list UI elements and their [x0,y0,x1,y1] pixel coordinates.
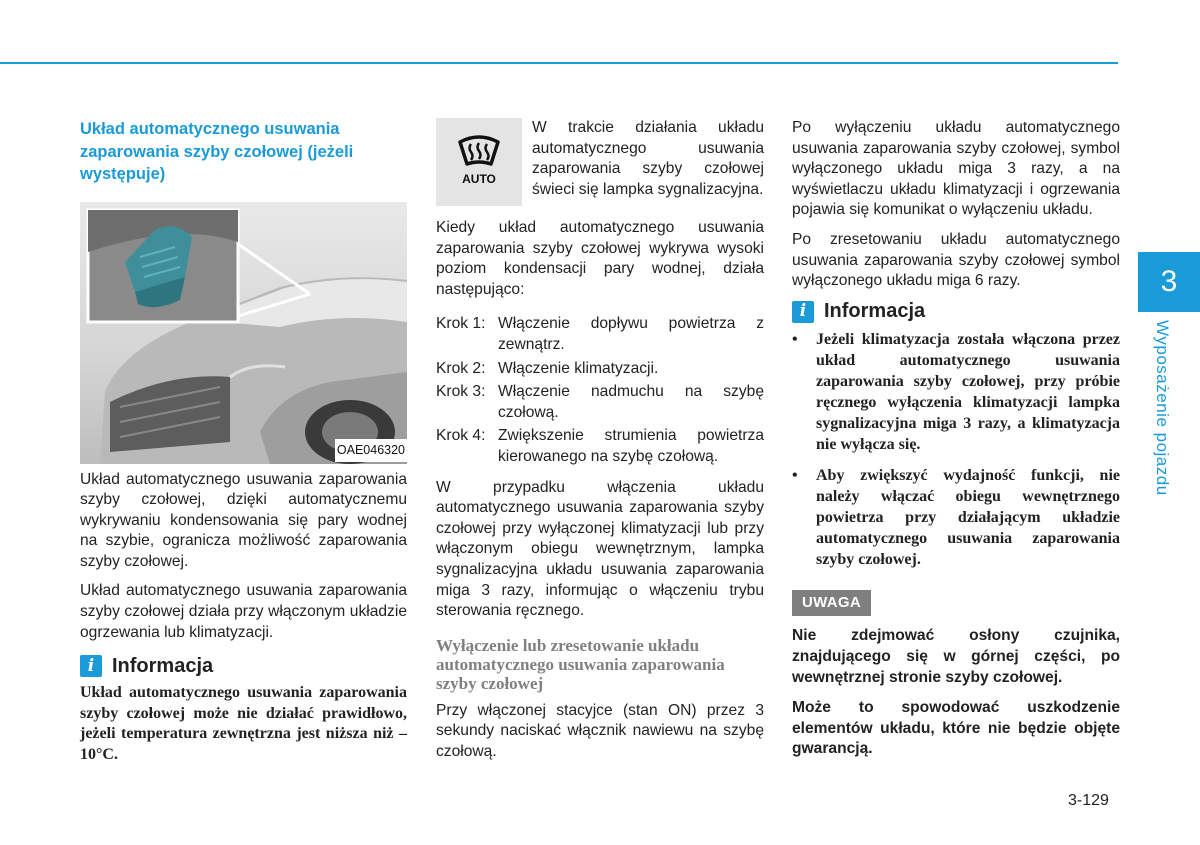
column-1 [80,118,407,765]
step-label: Krok 1: [436,315,486,333]
chapter-title [1148,320,1178,510]
step-label: Krok 4: [436,427,486,445]
info-header [80,655,407,677]
steps-list [436,314,764,467]
body-paragraph: Przy włączonej stacyjce (stan ON) przez 3 sekundy naciskać włącznik nawiewu na szybę czołową. [436,701,764,760]
step-label: Krok 3: [436,383,486,401]
auto-label: AUTO [462,172,496,187]
info-header [792,301,1120,323]
body-paragraph: Po wyłączeniu układu automatycznego usuwania zaparowania szyby czołowej, symbol wyłączonego układu miga 3 razy, a na wyświetlaczu układu klimatyzacji i ogrzewania pojawia się komunikat o wyłączeniu układu. [792,119,1120,219]
auto-description: W trakcie działania układu automatycznego usuwania zaparowania szyby czołowej świeci się lampka sygnalizacyjna. [532,119,764,198]
bullet-marker: • [792,330,798,348]
warning-text: Może to spowodować uszkodzenie elementów układu, które nie będzie objęte gwarancją. [792,699,1120,758]
step-item [436,314,764,355]
info-title: Informacja [112,654,214,677]
image-code: OAE046320 [335,439,407,462]
windshield-sensor-photo [80,202,407,464]
step-item [436,426,764,467]
body-paragraph: Po zresetowaniu układu automatycznego usuwania zaparowania szyby czołowej symbol wyłączonego układu miga 6 razy. [792,230,1120,290]
chapter-number-tab: 3 [1138,252,1200,312]
step-text: Włączenie dopływu powietrza z zewnątrz. [498,315,764,353]
list-item [792,465,1120,570]
windshield-defrost-icon [456,134,502,168]
bullet-marker: • [792,466,798,484]
auto-indicator-row [436,118,764,206]
info-title: Informacja [824,300,926,323]
step-text: Zwiększenie strumienia powietrza kierowanego na szybę czołową. [498,427,764,465]
list-item [792,329,1120,455]
bullet-text: Aby zwiększyć wydajność funkcji, nie należy włączać obiegu wewnętrznego powietrza przy działającym układzie automatycznego usuwania zaparowania szyby czołowej. [816,466,1120,568]
warning-badge: UWAGA [792,590,871,617]
body-paragraph: Układ automatycznego usuwania zaparowania szyby czołowej działa przy włączonym układzie ogrzewania lub klimatyzacji. [80,582,407,641]
column-3 [792,118,1120,770]
chapter-title-text: Wyposażenie pojazdu [1153,320,1172,496]
info-text: Układ automatycznego usuwania zaparowania szyby czołowej może nie działać prawidłowo, jeżeli temperatura zewnętrzna jest niższa niż –10°C. [80,684,407,763]
body-paragraph: Układ automatycznego usuwania zaparowania szyby czołowej, dzięki automatycznemu wykrywaniu kondensowania się pary wodnej na szybie, ogranicza możliwość zaparowania szyby czołowej. [80,470,407,570]
body-paragraph: W przypadku włączenia układu automatycznego usuwania zaparowania szyby czołowej przy wyłączonej klimatyzacji lub przy włączonym obiegu wewnętrznym, lampka sygnalizacyjna układu usuwania zaparowania miga 3 razy, informując o włączeniu trybu sterowania ręcznego. [436,478,764,620]
step-item [436,359,764,380]
section-heading: Układ automatycznego usuwania zaparowania szyby czołowej (jeżeli występuje) [80,120,354,183]
step-label: Krok 2: [436,359,486,377]
header-rule [0,62,1118,64]
step-item [436,382,764,423]
page-number: 3-129 [1068,792,1109,809]
info-icon: i [792,301,814,323]
info-icon: i [80,655,102,677]
subsection-heading: Wyłączenie lub zresetowanie układu automatycznego usuwania zaparowania szyby czołowej [436,635,725,693]
step-text: Włączenie nadmuchu na szybę czołową. [498,383,764,421]
warning-text: Nie zdejmować osłony czujnika, znajdującego się w górnej części, po wewnętrznej stronie szyby czołowej. [792,627,1120,686]
auto-defog-button-image [436,118,522,206]
column-2 [436,118,764,771]
info-bullet-list [792,329,1120,570]
bullet-text: Jeżeli klimatyzacja została włączona przez układ automatycznego usuwania zaparowania szyby czołowej, przy próbie ręcznego wyłączenia klimatyzacji lampka sygnalizacyjna miga 3 razy, a klimatyzacja nie wyłącza się. [816,330,1120,453]
step-text: Włączenie klimatyzacji. [498,359,659,377]
body-paragraph: Kiedy układ automatycznego usuwania zaparowania szyby czołowej wykrywa wysoki poziom kondensacji pary wodnej, działa następująco: [436,219,764,298]
